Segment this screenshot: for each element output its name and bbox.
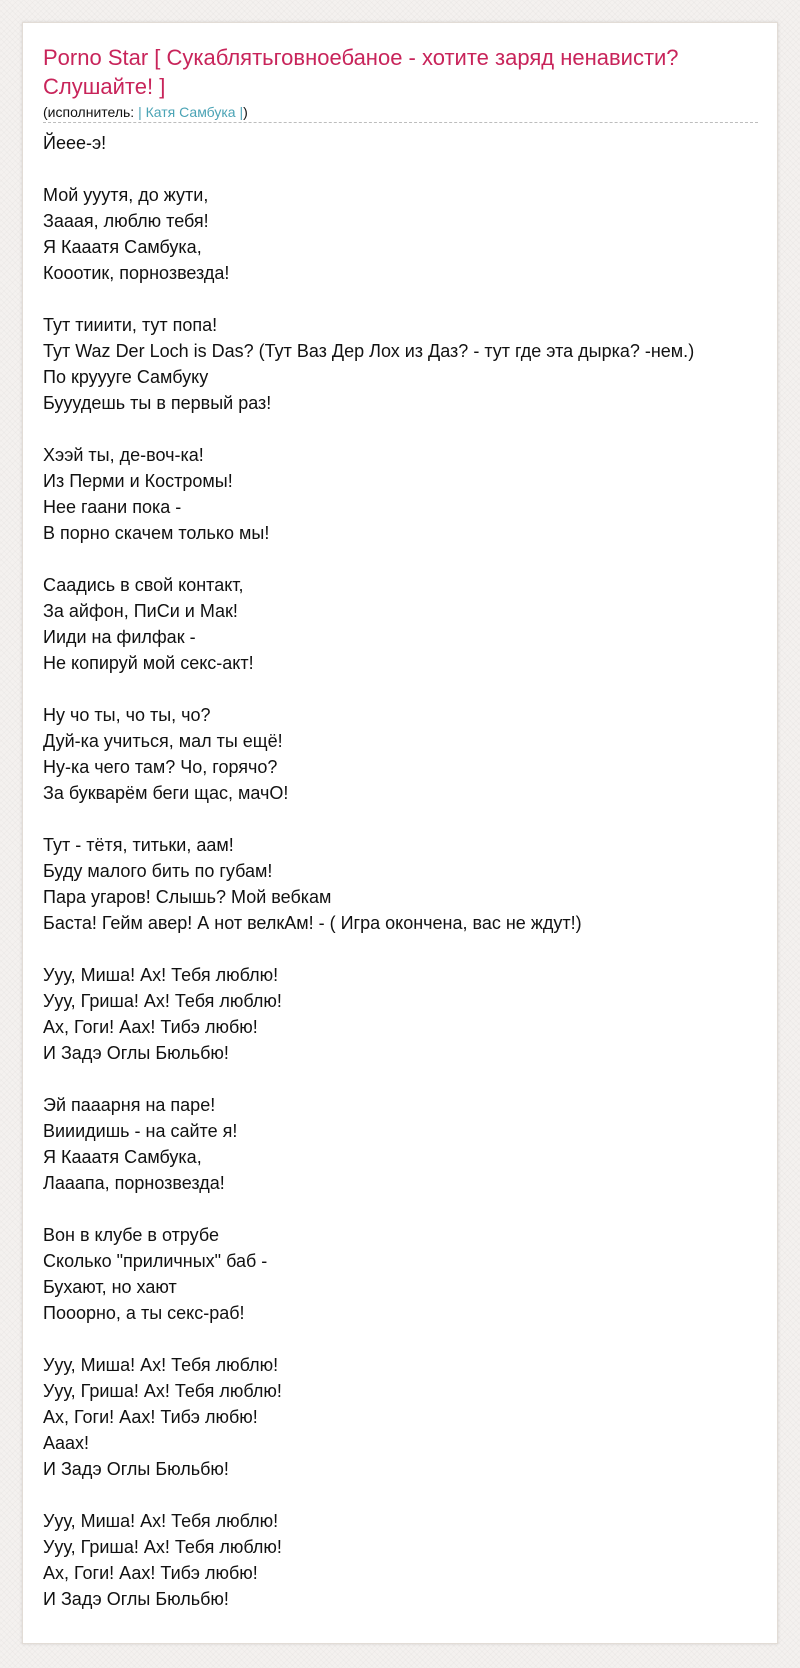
- stanza-gap: [43, 1482, 783, 1508]
- lyric-line: Тут тииити, тут попа!: [43, 315, 218, 335]
- lyric-line: Саадись в свой контакт,: [43, 575, 244, 595]
- lyric-line: Мой ууутя, до жути,: [43, 185, 209, 205]
- lyric-line: В порно скачем только мы!: [43, 523, 270, 543]
- lyric-line: Буду малого бить по губам!: [43, 861, 273, 881]
- lyric-line: Зааая, люблю тебя!: [43, 211, 209, 231]
- stanza-gap: [43, 286, 783, 312]
- lyric-line: Вииидишь - на сайте я!: [43, 1121, 238, 1141]
- lyric-line: Ах, Гоги! Аах! Тибэ любю!: [43, 1563, 258, 1583]
- lyric-line: За айфон, ПиСи и Мак!: [43, 601, 238, 621]
- lyric-line: Ууу, Миша! Ах! Тебя люблю!: [43, 1355, 279, 1375]
- lyric-line: Баста! Гейм авер! А нот велкАм! - ( Игра окончена, вас не ждут!): [43, 913, 582, 933]
- lyrics-body: [43, 130, 783, 1612]
- lyric-line: Пооорно, а ты секс-раб!: [43, 1303, 245, 1323]
- lyric-line: Тут - тётя, титьки, аам!: [43, 835, 234, 855]
- lyric-line: Эй пааарня на паре!: [43, 1095, 216, 1115]
- lyric-line: Ууу, Гриша! Ах! Тебя люблю!: [43, 1381, 282, 1401]
- lyric-line: Я Кааатя Самбука,: [43, 1147, 202, 1167]
- artist-line: [43, 103, 783, 121]
- lyric-line: Кооотик, порнозвезда!: [43, 263, 230, 283]
- content-inner: [43, 43, 783, 1623]
- lyric-line: Ууу, Гриша! Ах! Тебя люблю!: [43, 991, 282, 1011]
- lyric-line: Хээй ты, де-воч-ка!: [43, 445, 204, 465]
- stanza-gap: [43, 156, 783, 182]
- stanza-gap: [43, 546, 783, 572]
- lyric-line: Я Кааатя Самбука,: [43, 237, 202, 257]
- lyric-line: И Задэ Оглы Бюльбю!: [43, 1459, 229, 1479]
- stanza-gap: [43, 416, 783, 442]
- lyric-line: По круууге Самбуку: [43, 367, 209, 387]
- lyric-line: Ах, Гоги! Аах! Тибэ любю!: [43, 1017, 258, 1037]
- lyric-line: Аaах!: [43, 1433, 90, 1453]
- lyric-line: Ииди на филфак -: [43, 627, 196, 647]
- stanza-gap: [43, 1326, 783, 1352]
- lyric-line: И Задэ Оглы Бюльбю!: [43, 1043, 229, 1063]
- stanza-gap: [43, 676, 783, 702]
- stanza-gap: [43, 936, 783, 962]
- artist-prefix: (исполнитель:: [43, 104, 139, 120]
- lyric-line: Бухают, но хают: [43, 1277, 177, 1297]
- lyric-line: Ууу, Гриша! Ах! Тебя люблю!: [43, 1537, 282, 1557]
- lyric-line: Вон в клубе в отрубе: [43, 1225, 219, 1245]
- lyric-line: Из Перми и Костромы!: [43, 471, 233, 491]
- stanza-gap: [43, 806, 783, 832]
- lyric-line: Не копируй мой секс-акт!: [43, 653, 254, 673]
- lyric-line: Ну-ка чего там? Чо, горячо?: [43, 757, 278, 777]
- lyric-line: Ах, Гоги! Аах! Тибэ любю!: [43, 1407, 258, 1427]
- lyric-line: Лааапа, порнозвезда!: [43, 1173, 225, 1193]
- lyric-line: Нее гаани пока -: [43, 497, 182, 517]
- artist-link[interactable]: Катя Самбука: [145, 104, 236, 120]
- artist-suffix: ): [243, 104, 248, 120]
- lyric-line: Ну чо ты, чо ты, чо?: [43, 705, 211, 725]
- stanza-gap: [43, 1066, 783, 1092]
- lyric-line: Сколько "приличных" баб -: [43, 1251, 268, 1271]
- artist-separator-left: |: [138, 104, 146, 120]
- artist-separator-right: |: [235, 104, 244, 120]
- lyric-line: Йеее-э!: [43, 133, 107, 153]
- lyric-line: Ууу, Миша! Ах! Тебя люблю!: [43, 1511, 279, 1531]
- lyric-line: Бууудешь ты в первый раз!: [43, 393, 272, 413]
- title-divider: [43, 122, 758, 123]
- lyric-line: Тут Waz Der Loch is Das? (Тут Ваз Дер Лох из Даз? - тут где эта дырка? -нем.): [43, 341, 695, 361]
- lyric-line: Ууу, Миша! Ах! Тебя люблю!: [43, 965, 279, 985]
- stanza-gap: [43, 1196, 783, 1222]
- lyric-line: И Задэ Оглы Бюльбю!: [43, 1589, 229, 1609]
- lyric-line: За букварём беги щас, мачО!: [43, 783, 289, 803]
- lyric-line: Пара угаров! Слышь? Мой вебкам: [43, 887, 332, 907]
- content-card: [22, 22, 778, 1644]
- lyric-line: Дуй-ка учиться, мал ты ещё!: [43, 731, 283, 751]
- song-title: Porno Star [ Сукаблятьговноебаное - хотите заряд ненависти? Слушайте! ]: [43, 45, 679, 99]
